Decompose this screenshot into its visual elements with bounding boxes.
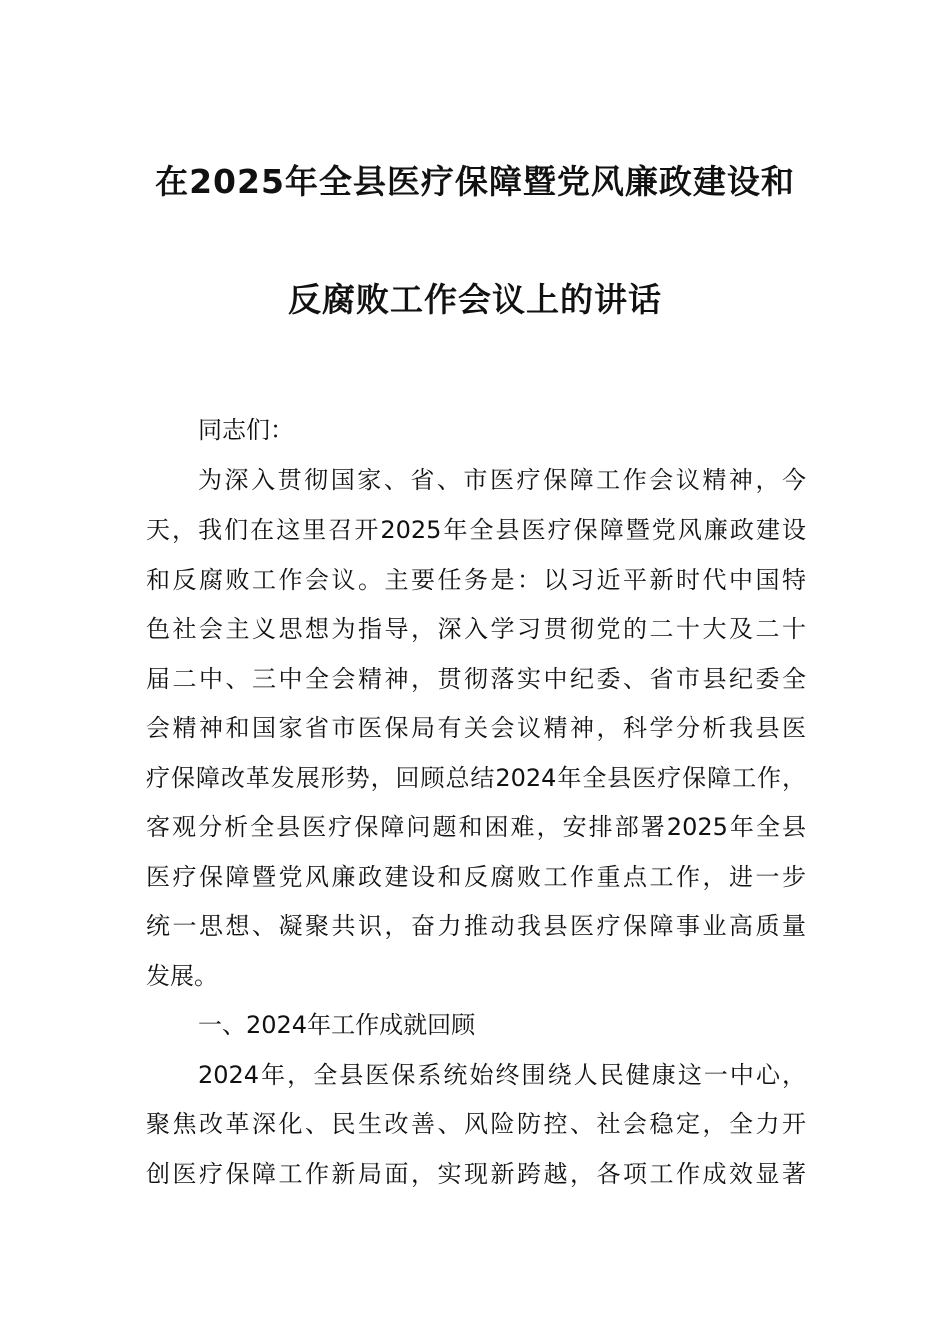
paragraph-line: 创医疗保障工作新局面，实现新跨越，各项工作成效显著 (146, 1160, 806, 1188)
document-title-line-1: 在2025年全县医疗保障暨党风廉政建设和 (155, 162, 795, 201)
paragraph-line: 色社会主义思想为指导，深入学习贯彻党的二十大及二十 (146, 615, 806, 643)
paragraph-line: 2024年，全县医保系统始终围绕人民健康这一中心， (198, 1061, 806, 1089)
salutation: 同志们： (198, 416, 294, 444)
paragraph-line: 医疗保障暨党风廉政建设和反腐败工作重点工作，进一步 (146, 863, 806, 891)
paragraph-line: 聚焦改革深化、民生改善、风险防控、社会稳定，全力开 (146, 1110, 806, 1138)
paragraph-line: 天，我们在这里召开2025年全县医疗保障暨党风廉政建设 (146, 516, 806, 544)
paragraph-line: 统一思想、凝聚共识，奋力推动我县医疗保障事业高质量 (146, 912, 806, 940)
paragraph-line: 疗保障改革发展形势，回顾总结2024年全县医疗保障工作， (146, 764, 806, 792)
paragraph-line: 客观分析全县医疗保障问题和困难，安排部署2025年全县 (146, 813, 806, 841)
section-heading: 一、2024年工作成就回顾 (198, 1011, 476, 1039)
paragraph-line: 届二中、三中全会精神，贯彻落实中纪委、省市县纪委全 (146, 665, 806, 693)
paragraph-line: 和反腐败工作会议。主要任务是：以习近平新时代中国特 (146, 566, 806, 594)
paragraph-line: 为深入贯彻国家、省、市医疗保障工作会议精神，今 (198, 466, 806, 494)
paragraph-line: 会精神和国家省市医保局有关会议精神，科学分析我县医 (146, 714, 806, 742)
document-title-line-2: 反腐败工作会议上的讲话 (288, 280, 662, 319)
paragraph-line: 发展。 (146, 962, 218, 990)
